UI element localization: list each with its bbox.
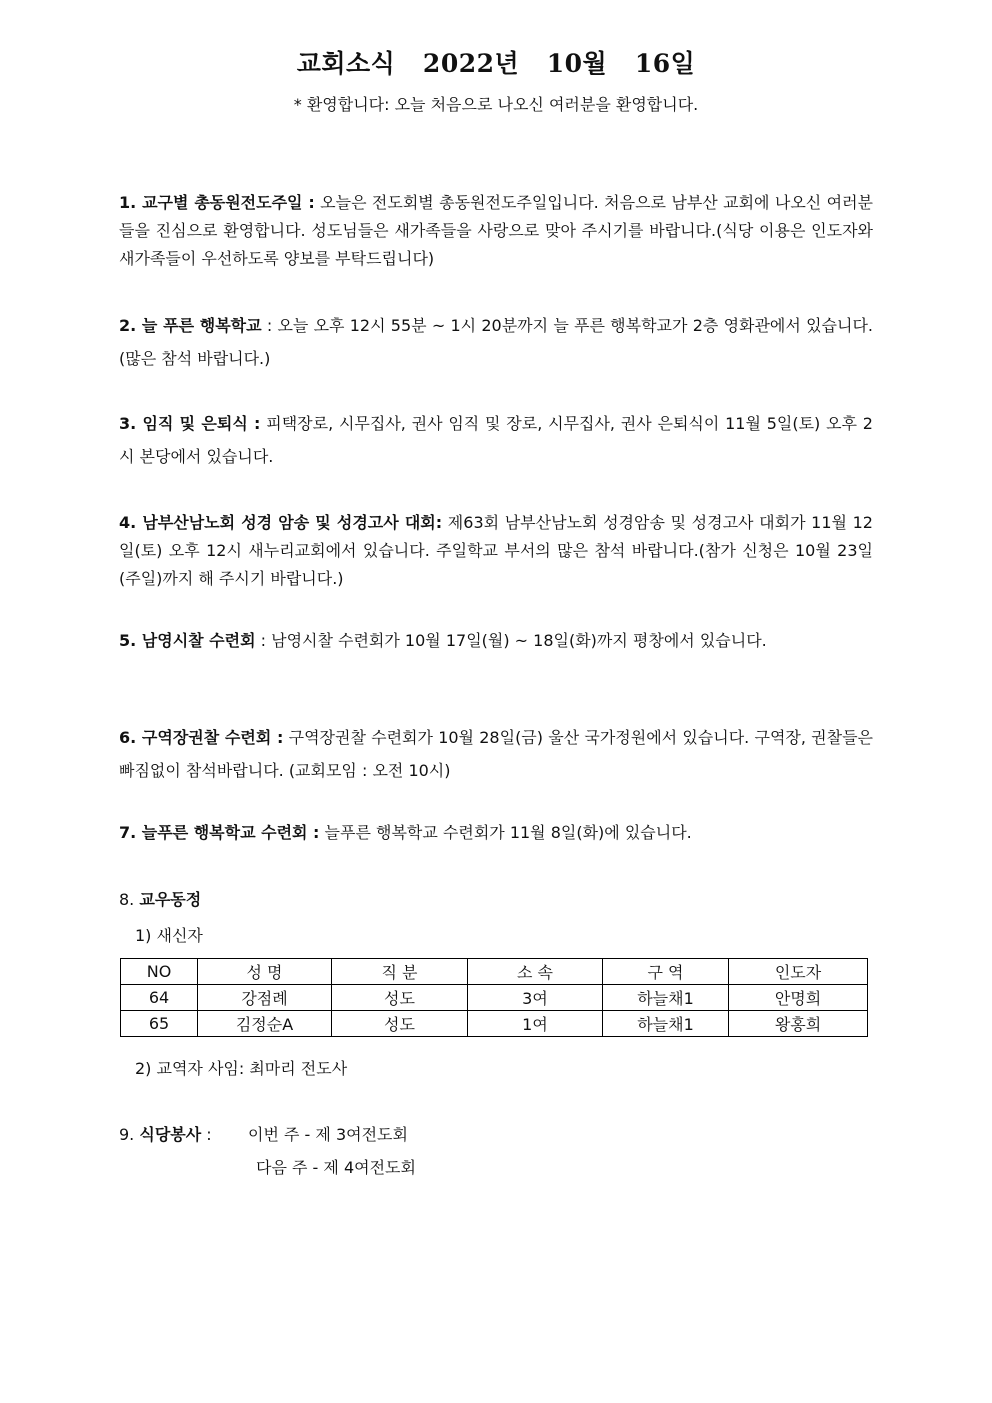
- table-cell-position: 성도: [332, 985, 468, 1011]
- news-item-3: [119, 407, 873, 473]
- table-cell-district: 하늘채1: [603, 1011, 729, 1037]
- column-header-guide: 인도자: [729, 959, 868, 985]
- fellowship-heading: [119, 886, 873, 914]
- news-item-heading: 2. 늘 푸른 행복학교: [119, 316, 262, 335]
- news-item-body: 제63회 남부산남노회 성경암송 및 성경고사 대회가 11월 12일(토) 오후 12시 새누리교회에서 있습니다. 주일학교 부서의 많은 참석 바랍니다.(참가 신청은 10월 23일(주일)까지 해 주시기 바랍니다.): [119, 513, 873, 588]
- news-item-7: [119, 819, 873, 847]
- table-cell-group: 1여: [468, 1011, 603, 1037]
- table-cell-no: 65: [121, 1011, 198, 1037]
- column-header-position: 직 분: [332, 959, 468, 985]
- table-cell-guide: 안명희: [729, 985, 868, 1011]
- news-item-1: [119, 189, 873, 273]
- news-item-body: 피택장로, 시무집사, 권사 임직 및 장로, 시무집사, 권사 은퇴식이 11월 5일(토) 오후 2시 본당에서 있습니다.: [119, 414, 873, 466]
- table-cell-position: 성도: [332, 1011, 468, 1037]
- column-header-group: 소 속: [468, 959, 603, 985]
- news-item-body: 구역장권찰 수련회가 10월 28일(금) 울산 국가정원에서 있습니다. 구역장, 권찰들은 빠짐없이 참석바랍니다. (교회모임 : 오전 10시): [119, 728, 873, 780]
- news-item-2: [119, 309, 873, 375]
- meal-heading-label: 식당봉사: [139, 1125, 202, 1144]
- news-item-body: 늘푸른 행복학교 수련회가 11월 8일(화)에 있습니다.: [319, 823, 692, 842]
- page-title: 교회소식 2022년 10월 16일: [296, 49, 696, 78]
- welcome-text: * 환영합니다: 오늘 처음으로 나오신 여러분을 환영합니다.: [293, 95, 699, 114]
- column-header-name: 성 명: [198, 959, 332, 985]
- news-item-heading: 6. 구역장권찰 수련회 :: [119, 728, 284, 747]
- table-cell-name: 강점례: [198, 985, 332, 1011]
- news-item-6: [119, 721, 873, 787]
- news-item-heading: 1. 교구별 총동원전도주일 :: [119, 193, 315, 212]
- news-item-heading: 5. 남영시찰 수련회: [119, 631, 256, 650]
- new-members-subheading: 1) 새신자: [135, 926, 203, 945]
- new-members-table: [120, 958, 868, 1037]
- table-cell-name: 김정순A: [198, 1011, 332, 1037]
- meal-this-week: 이번 주 - 제 3여전도회: [248, 1125, 408, 1144]
- column-header-no: NO: [121, 959, 198, 985]
- news-item-heading: 4. 남부산남노회 성경 암송 및 성경고사 대회:: [119, 513, 443, 532]
- table-row: [121, 985, 868, 1011]
- news-item-heading: 7. 늘푸른 행복학교 수련회 :: [119, 823, 320, 842]
- meal-heading-number: 9.: [119, 1125, 140, 1144]
- table-cell-district: 하늘채1: [603, 985, 729, 1011]
- news-item-heading: 3. 임직 및 은퇴식 :: [119, 414, 261, 433]
- staff-resignation-note: 2) 교역자 사임: 최마리 전도사: [135, 1059, 348, 1078]
- table-cell-group: 3여: [468, 985, 603, 1011]
- news-item-body: 오늘은 전도회별 총동원전도주일입니다. 처음으로 남부산 교회에 나오신 여러분들을 진심으로 환영합니다. 성도님들은 새가족들을 사랑으로 맞아 주시기를 바랍니다.(식당 이용은 인도자와 새가족들이 우선하도록 양보를 부탁드립니다): [119, 193, 873, 268]
- table-row: [121, 1011, 868, 1037]
- column-header-district: 구 역: [603, 959, 729, 985]
- news-item-body: : 남영시찰 수련회가 10월 17일(월) ~ 18일(화)까지 평창에서 있습니다.: [255, 631, 767, 650]
- table-cell-guide: 왕홍희: [729, 1011, 868, 1037]
- fellowship-heading-label: 교우동정: [139, 890, 202, 909]
- news-item-body: : 오늘 오후 12시 55분 ~ 1시 20분까지 늘 푸른 행복학교가 2층 영화관에서 있습니다. (많은 참석 바랍니다.): [119, 316, 873, 368]
- table-cell-no: 64: [121, 985, 198, 1011]
- meal-heading-separator: :: [201, 1125, 212, 1144]
- news-item-5: [119, 624, 873, 657]
- meal-service-heading: [119, 1122, 212, 1145]
- fellowship-heading-number: 8.: [119, 890, 140, 909]
- table-header-row: [121, 959, 868, 985]
- meal-next-week: 다음 주 - 제 4여전도회: [256, 1158, 416, 1177]
- news-item-4: [119, 509, 873, 593]
